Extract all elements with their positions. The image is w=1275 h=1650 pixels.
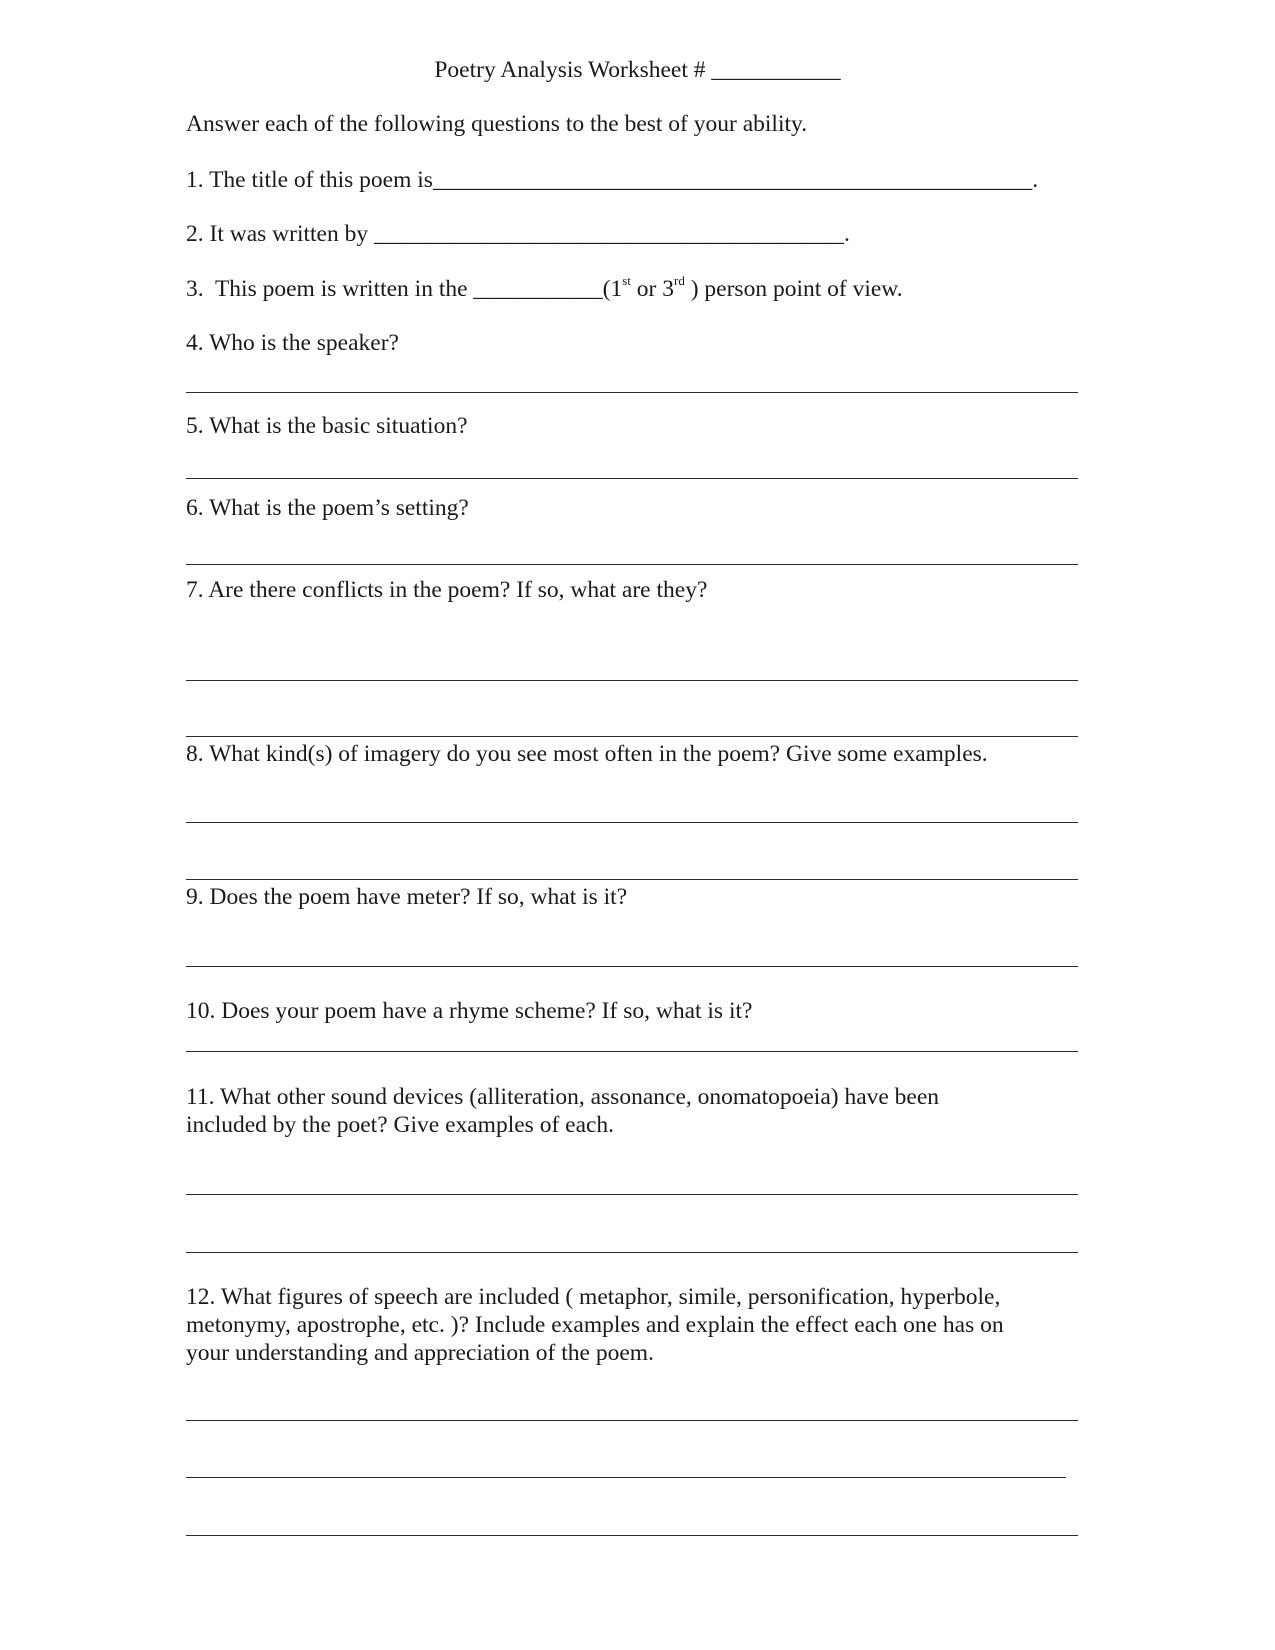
instructions: Answer each of the following questions to the best of your ability. [186,111,808,137]
answer-line-q12-2[interactable] [186,1477,1066,1478]
question-1 [186,166,1038,194]
answer-line-q12-3[interactable] [186,1535,1078,1536]
question-8: 8. What kind(s) of imagery do you see most often in the poem? Give some examples. [186,741,988,767]
answer-line-q8-2[interactable] [186,879,1078,880]
answer-line-q8-1[interactable] [186,822,1078,823]
answer-line-q5[interactable] [186,478,1078,479]
question-9: 9. Does the poem have meter? If so, what is it? [186,884,628,910]
question-3-text: 3. This poem is written in the ___________(1 [186,276,623,302]
superscript-st: st [622,273,631,289]
question-12-line-3: your understanding and appreciation of the poem. [186,1340,654,1366]
answer-line-q7-2[interactable] [186,736,1078,737]
question-12-line-2: metonymy, apostrophe, etc. )? Include examples and explain the effect each one has on [186,1312,1004,1338]
question-3-end: ) person point of view. [684,276,903,302]
answer-line-q9[interactable] [186,966,1078,967]
superscript-rd: rd [674,273,685,289]
answer-line-q11-2[interactable] [186,1252,1078,1253]
question-1-text: 1. The title of this poem is [186,167,433,193]
answer-line-q4[interactable] [186,392,1078,393]
question-3-mid: or 3 [630,276,674,302]
question-2-text: 2. It was written by [186,221,369,247]
question-2 [186,220,850,248]
question-5: 5. What is the basic situation? [186,413,468,439]
answer-line-q7-1[interactable] [186,680,1078,681]
worksheet-title: Poetry Analysis Worksheet # ___________ [434,57,841,83]
answer-line-q11-1[interactable] [186,1194,1078,1195]
question-12-line-1: 12. What figures of speech are included ( metaphor, simile, personification, hyperbole, [186,1284,1001,1310]
question-11-line-1: 11. What other sound devices (alliteration, assonance, onomatopoeia) have been [186,1084,940,1110]
question-3 [186,275,903,303]
question-11-line-2: included by the poet? Give examples of each. [186,1112,615,1138]
answer-line-q12-1[interactable] [186,1420,1078,1421]
question-6: 6. What is the poem’s setting? [186,495,469,521]
question-4: 4. Who is the speaker? [186,330,399,356]
answer-line-q10[interactable] [186,1051,1078,1052]
question-10: 10. Does your poem have a rhyme scheme? If so, what is it? [186,998,753,1024]
answer-line-q6[interactable] [186,564,1078,565]
title-answer-blank[interactable]: ___________________________________________________. [432,167,1039,193]
author-answer-blank[interactable]: ________________________________________. [368,221,850,247]
question-7: 7. Are there conflicts in the poem? If so, what are they? [186,577,708,603]
